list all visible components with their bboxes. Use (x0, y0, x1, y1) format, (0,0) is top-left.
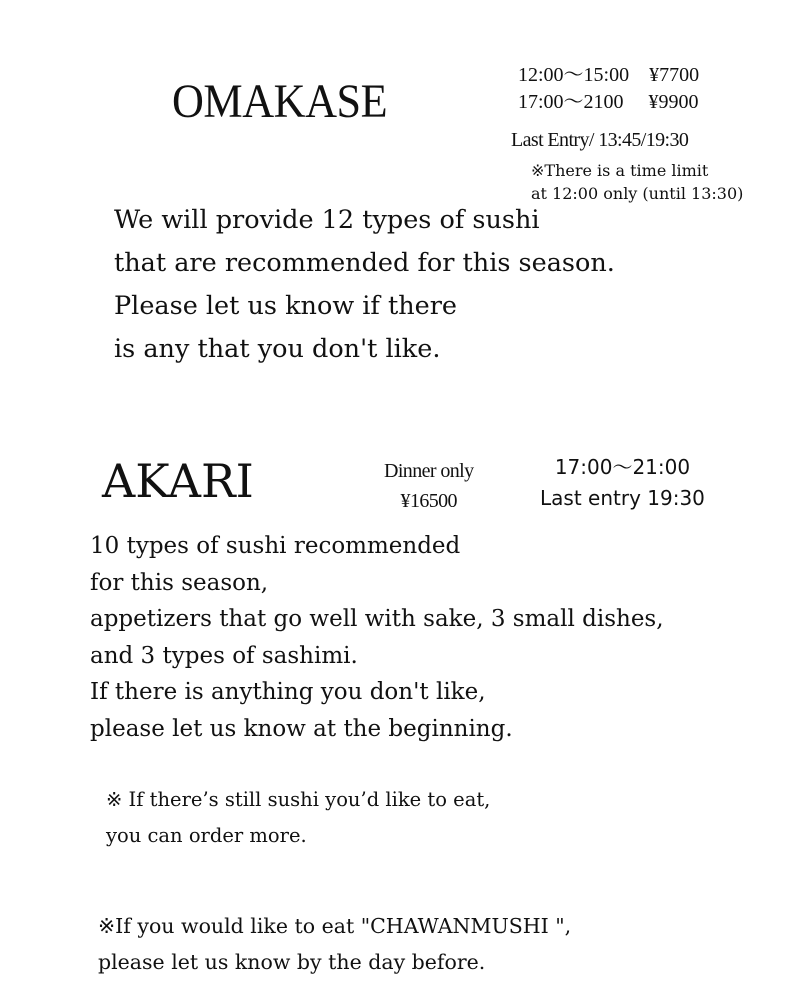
chawanmushi-note (98, 908, 571, 980)
akari-dinner-price (384, 456, 474, 516)
dinner-only-label: Dinner only (384, 460, 474, 482)
akari-hours (540, 452, 705, 514)
akari-title: AKARI (102, 454, 254, 508)
note-line: ※ If there’s still sushi you’d like to eat, (106, 788, 491, 811)
akari-price: ¥16500 (400, 490, 457, 512)
omakase-lunch-hours-price: 12:00〜15:00 ¥7700 (518, 64, 700, 86)
extra-order-note (106, 782, 490, 854)
description-line: that are recommended for this season. (114, 248, 615, 278)
description-line: please let us know at the beginning. (90, 715, 513, 742)
note-line: you can order more. (106, 824, 307, 847)
note-line: please let us know by the day before. (98, 950, 486, 974)
description-line: and 3 types of sashimi. (90, 642, 358, 669)
description-line: is any that you don't like. (114, 334, 441, 364)
description-line: 10 types of sushi recommended (90, 533, 461, 559)
akari-description (90, 528, 664, 747)
description-line: Please let us know if there (114, 291, 458, 321)
description-line: We will provide 12 types of sushi (114, 205, 540, 235)
description-line: If there is anything you don't like, (90, 679, 486, 705)
note-line: ※If you would like to eat "CHAWANMUSHI ", (98, 914, 572, 938)
akari-opening-hours: 17:00〜21:00 (554, 455, 691, 479)
description-line: appetizers that go well with sake, 3 small dishes, (90, 606, 664, 632)
description-line: for this season, (90, 569, 269, 596)
omakase-dinner-hours-price: 17:00〜2100 ¥9900 (518, 91, 699, 113)
omakase-hours (518, 62, 699, 116)
akari-last-entry: Last entry 19:30 (540, 486, 705, 510)
omakase-title: OMAKASE (172, 75, 388, 128)
omakase-description (114, 199, 615, 371)
time-limit-line: ※There is a time limit (531, 161, 709, 180)
omakase-last-entry: Last Entry/ 13:45/19:30 (511, 129, 689, 151)
time-limit-line: at 12:00 only (until 13:30) (531, 184, 744, 203)
